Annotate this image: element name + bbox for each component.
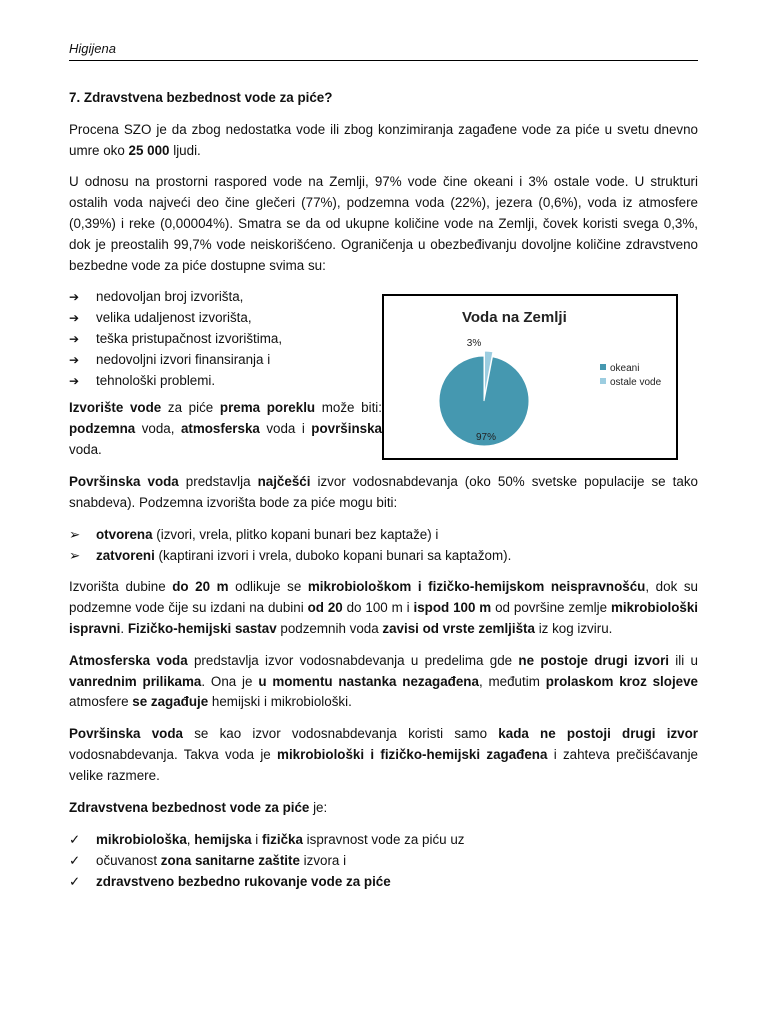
text-run: ispravnost vode za piću uz (302, 832, 465, 848)
running-header: Higijena (69, 41, 116, 56)
text-run: , (186, 832, 195, 848)
bold-run: Površinska voda (69, 473, 179, 489)
text-run: voda. (69, 441, 102, 457)
list-item-text: teška pristupačnost izvorištima, (96, 330, 283, 346)
bold-run: vanrednim prilikama (69, 673, 202, 689)
arrow-icon: ➔ (69, 290, 80, 305)
arrow-icon: ➔ (69, 331, 80, 346)
bold-run: mikrobiološki ispravni (69, 600, 699, 636)
text-run: vodosnabdevanja. Takva voda je (69, 746, 278, 762)
text-run: predstavlja (178, 473, 258, 489)
bold-run: ispod 100 m (413, 600, 492, 616)
bold-run: zavisi od vrste zemljišta (382, 620, 535, 636)
text-run: izvor vodosnabdevanja (oko 50% svetske populacije se tako snabdeva). Podzemna izvorišta bode za piće mogu biti: (69, 473, 698, 510)
bold-run: zatvoreni (96, 548, 155, 564)
text-run: za piće (161, 400, 220, 416)
text-run: se kao izvor vodosnabdevanja koristi samo (182, 726, 499, 742)
text-run: voda, (135, 421, 181, 437)
list-item (69, 545, 698, 566)
bold-run: Površinska voda (69, 726, 183, 742)
triangle-bullet-icon: ➢ (69, 527, 81, 543)
text-run: . Ona je (201, 673, 259, 689)
bold-run: mikrobiološkom i fizičko-hemijskom neispravnošću (307, 579, 646, 595)
bold-run: u momentu nastanka nezagađena (258, 673, 479, 689)
chart-title: Voda na Zemlji (462, 309, 567, 326)
text-run: izvora i (299, 853, 347, 869)
text-run: i zahteva prečišćavanje velike razmere. (69, 746, 698, 783)
text-run: . (120, 620, 128, 636)
bold-run: Atmosferska voda (69, 652, 188, 668)
legend-swatch (600, 378, 606, 384)
paragraph-who (69, 120, 698, 162)
text-run: atmosfere (69, 694, 133, 710)
pie-data-label: 97% (475, 432, 497, 443)
list-item (69, 350, 386, 371)
bold-run: hemijska (194, 832, 252, 848)
pie-chart-svg (384, 296, 676, 458)
pie-chart (382, 294, 678, 460)
text-run: hemijski i mikrobiološki. (208, 694, 352, 710)
legend-swatch (600, 364, 606, 370)
bold-run: Zdravstvena bezbednost vode za piće (69, 799, 310, 815)
bold-run: od 20 (307, 600, 343, 616)
text-run: (izvori, vrela, plitko kopani bunari bez kaptaže) i (152, 527, 439, 543)
bold-run: podzemna (69, 421, 136, 437)
list-item-text (96, 832, 464, 847)
bold-run: prema poreklu (219, 400, 316, 416)
bold-run: zona sanitarne zaštite (160, 853, 300, 869)
text-run: Izvorišta dubine (69, 579, 173, 595)
bold-run: ne postoje drugi izvori (518, 652, 669, 668)
check-icon: ✓ (69, 832, 81, 848)
list-item-text: tehnološki problemi. (96, 372, 216, 388)
text-run: očuvanost (96, 853, 161, 869)
safety-checklist (69, 829, 698, 892)
arrow-icon: ➔ (69, 311, 80, 326)
text-run: iz kog izviru. (534, 620, 613, 636)
bold-run: atmosferska (180, 421, 260, 437)
list-item (69, 371, 386, 392)
p1-number: 25 000 (128, 142, 170, 158)
triangle-bullet-icon: ➢ (69, 548, 81, 564)
list-item-text: velika udaljenost izvorišta, (96, 310, 252, 326)
bold-run: prolaskom kroz slojeve (545, 673, 699, 689)
bold-run: Fizičko-hemijski sastav (127, 620, 277, 636)
text-run: voda i (259, 421, 312, 437)
arrow-icon: ➔ (69, 352, 80, 367)
check-icon: ✓ (69, 874, 81, 890)
text-run: (kaptirani izvori i vrela, duboko kopani bunari sa kaptažom). (154, 548, 512, 564)
text-run: do 100 m i (342, 600, 414, 616)
bold-run: najčešći (257, 473, 311, 489)
p1-text-c: ljudi. (169, 142, 201, 158)
text-run: ili u (669, 652, 698, 668)
list-item (69, 871, 698, 892)
paragraph-surface (69, 472, 698, 514)
text-run: je: (309, 799, 328, 815)
legend-label: okeani (610, 363, 640, 374)
legend-label: ostale vode (610, 377, 662, 388)
bold-run: zdravstveno bezbedno rukovanje vode za piće (96, 874, 391, 890)
limitations-list (69, 287, 386, 391)
text-run: , međutim (478, 673, 546, 689)
arrow-icon: ➔ (69, 373, 80, 388)
underground-list (69, 524, 698, 566)
list-item-text (96, 874, 391, 889)
bold-run: se zagađuje (132, 694, 209, 710)
text-run: , dok su podzemne vode čije su izdani na dubini (69, 579, 698, 616)
document-body (69, 88, 698, 903)
text-run: od površine zemlje (491, 600, 611, 616)
pie-data-label: 3% (466, 338, 482, 349)
bold-run: Izvorište vode (69, 400, 162, 416)
bold-run: otvorena (96, 527, 153, 543)
bold-run: kada ne postoji drugi izvor (498, 726, 698, 742)
paragraph-distribution: U odnosu na prostorni raspored vode na Zemlji, 97% vode čine okeani i 3% ostale vode. U strukturi ostalih voda najveći deo čine glečeri (77%), podzemna voda (22%), jezera (0,6%), voda iz atmosfere (0,39%) i reke (0,00004%). Smatra se da od ukupne količine vode na Zemlji, čovek koristi svega 0,3%, dok je preostalih 99,7% vode neiskorišćeno. Ograničenja u obezbeđivanju dovoljne količine zdravstveno bezbedne vode za piće dostupne svima su: (69, 174, 698, 273)
check-icon: ✓ (69, 853, 81, 869)
list-item (69, 850, 698, 871)
list-item-text (96, 853, 346, 868)
list-item (69, 829, 698, 850)
list-item (69, 524, 698, 545)
list-item (69, 329, 386, 350)
bold-run: mikrobiološka (96, 832, 187, 848)
paragraph-surface-use (69, 724, 698, 786)
section-title: 7. Zdravstvena bezbednost vode za piće? (69, 90, 333, 105)
list-item (69, 287, 386, 308)
text-run: predstavlja izvor vodosnabdevanja u predelima gde (187, 652, 519, 668)
bold-run: fizička (262, 832, 303, 848)
list-item (69, 308, 386, 329)
paragraph-depth (69, 577, 698, 639)
bold-run: mikrobiološki i fizičko-hemijski zagađena (277, 746, 548, 762)
list-item-text: nedovoljan broj izvorišta, (96, 289, 244, 305)
paragraph-safety (69, 798, 698, 819)
p1-text-a: Procena SZO je da zbog nedostatka vode ili zbog konzimiranja zagađene vode za piće u svetu dnevno umre oko (69, 121, 698, 158)
list-item-text: nedovoljni izvori finansiranja i (96, 351, 271, 367)
text-run: može biti: (315, 400, 382, 416)
bold-run: do 20 m (172, 579, 229, 595)
text-run: i (251, 832, 262, 848)
text-run: podzemnih voda (276, 620, 383, 636)
bold-run: površinska (311, 421, 382, 437)
header-rule (69, 60, 698, 61)
paragraph-atmospheric (69, 651, 698, 713)
paragraph-origin (69, 398, 382, 460)
text-run: odlikuje se (228, 579, 308, 595)
